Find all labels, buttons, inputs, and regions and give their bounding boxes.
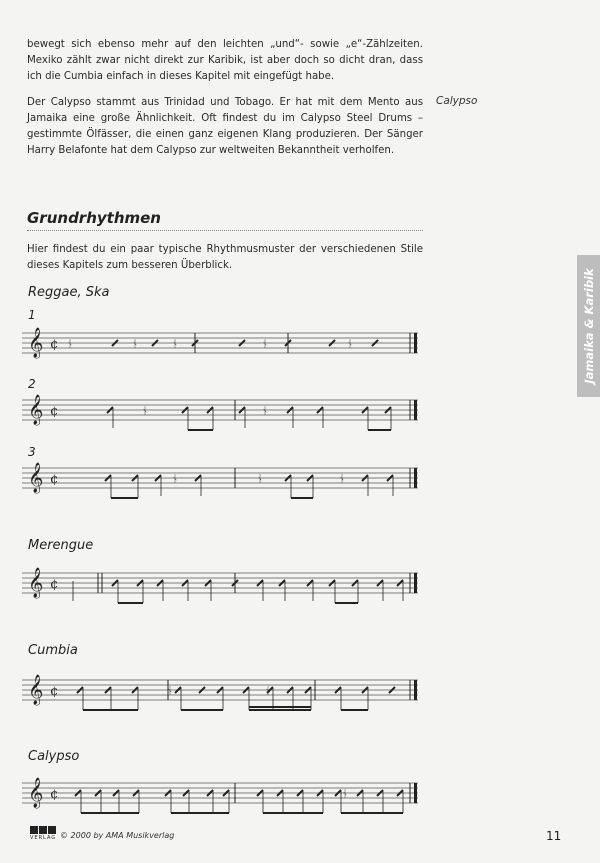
chapter-side-tab-label: Jamaika & Karibik xyxy=(581,268,596,384)
paragraph-cumbia: bewegt sich ebenso mehr auf den leichten „und“- sowie „e“-Zählzeiten. Mexiko zählt zwar nicht direkt zur Karibik, ist aber doch so dicht dran, dass ich die Cumbia einfach in dieses Kapitel mit eingefügt habe. xyxy=(27,39,423,82)
note-beam xyxy=(249,706,311,708)
final-barline xyxy=(414,680,417,700)
example-number-3: 3 xyxy=(28,445,36,459)
final-barline xyxy=(414,573,417,593)
style-label-calypso: Calypso xyxy=(28,749,80,764)
style-label-cumbia: Cumbia xyxy=(28,643,78,658)
treble-clef: 𝄞 xyxy=(28,675,44,705)
cut-time: ¢ xyxy=(50,787,59,802)
note-beam xyxy=(263,812,323,814)
intro-text: Hier findest du ein paar typische Rhythmusmuster der verschiedenen Stile dieses Kapitels zum besseren Überblick. xyxy=(27,244,423,271)
rest-symbol: ᚾ xyxy=(262,339,268,350)
cut-time: ¢ xyxy=(50,472,59,487)
section-heading: Grundrhythmen xyxy=(27,209,161,227)
staff-calypso xyxy=(20,775,430,825)
rest-symbol: ᚾ xyxy=(342,789,348,800)
rest-symbol: ᚾ xyxy=(142,406,148,417)
note-beam xyxy=(335,602,358,604)
final-barline xyxy=(414,468,417,488)
note-beam xyxy=(181,709,223,711)
note-beam xyxy=(188,429,213,431)
heading-divider xyxy=(27,230,423,231)
rest-symbol: ᚾ xyxy=(339,474,345,485)
note-beam xyxy=(111,497,138,499)
note-beam xyxy=(118,602,143,604)
style-label-reggae: Reggae, Ska xyxy=(28,285,110,300)
treble-clef: 𝄞 xyxy=(28,778,44,808)
staff-merengue xyxy=(20,565,430,615)
note-beam xyxy=(83,709,138,711)
example-number-2: 2 xyxy=(28,377,36,391)
staff-reggae-1 xyxy=(20,325,430,375)
rest-symbol: ᚾ xyxy=(172,474,178,485)
final-barline xyxy=(414,783,417,803)
chapter-side-tab xyxy=(577,255,600,397)
note-beam xyxy=(341,812,403,814)
treble-clef: 𝄞 xyxy=(28,568,44,598)
rest-symbol: ᚾ xyxy=(67,339,73,350)
note-beam xyxy=(341,709,368,711)
final-barline xyxy=(414,333,417,353)
rest-symbol: ᚾ xyxy=(172,339,178,350)
publisher-logo xyxy=(30,826,56,842)
note-beam xyxy=(249,709,311,711)
paragraph-calypso: Der Calypso stammt aus Trinidad und Tobago. Er hat mit dem Mento aus Jamaika eine große Ähnlichkeit. Oft findest du im Calypso Steel Drums – gestimmte Ölfässer, die einen ganz eigenen Klang produzieren. Der Sänger Harry Belafonte hat dem Calypso zur weltweiten Bekanntheit verholfen. xyxy=(27,97,423,156)
treble-clef: 𝄞 xyxy=(28,328,44,358)
rest-symbol: ᚾ xyxy=(347,339,353,350)
treble-clef: 𝄞 xyxy=(28,395,44,425)
rest-symbol: ᚾ xyxy=(167,686,173,697)
note-beam xyxy=(81,812,139,814)
cut-time: ¢ xyxy=(50,577,59,592)
staff-cumbia xyxy=(20,672,430,722)
staff-reggae-2 xyxy=(20,392,430,442)
rest-symbol: ᚾ xyxy=(262,406,268,417)
page-number: 11 xyxy=(546,829,562,843)
cut-time: ¢ xyxy=(50,337,59,352)
note-beam xyxy=(171,812,229,814)
note-beam xyxy=(291,497,313,499)
note-beam xyxy=(368,429,391,431)
example-number-1: 1 xyxy=(28,308,36,322)
rest-symbol: ᚾ xyxy=(265,686,271,697)
staff-reggae-3 xyxy=(20,460,430,510)
cut-time: ¢ xyxy=(50,404,59,419)
rest-symbol: ᚾ xyxy=(132,339,138,350)
style-label-merengue: Merengue xyxy=(28,538,94,553)
copyright: © 2000 by AMA Musikverlag xyxy=(60,831,175,840)
cut-time: ¢ xyxy=(50,684,59,699)
publisher-logo-text: VERLAG xyxy=(30,835,57,841)
rest-symbol: ᚾ xyxy=(257,474,263,485)
treble-clef: 𝄞 xyxy=(28,463,44,493)
margin-note: Calypso xyxy=(436,95,478,107)
